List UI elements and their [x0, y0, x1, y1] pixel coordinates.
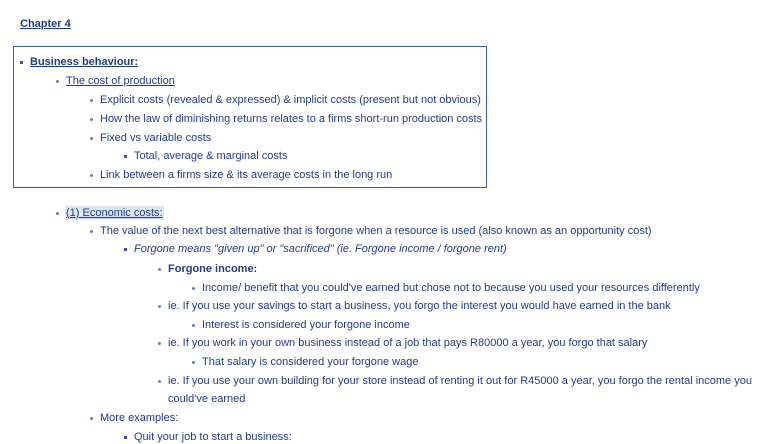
- example-sub-text: That salary is considered your forgone wage: [202, 356, 419, 368]
- bullet-icon: [158, 380, 161, 383]
- example-text: ie. If you use your own building for your store instead of renting it out for R45000 a year, you forgo the rental income you: [168, 375, 752, 387]
- bullet-icon: [56, 212, 59, 215]
- bullet-icon: [90, 99, 93, 102]
- bullet-icon: [158, 305, 161, 308]
- bullet-icon: [20, 61, 23, 64]
- income-definition: Income/ benefit that you could've earned but chose not to because you used your resources differently: [202, 282, 700, 294]
- forgone-means-text: Forgone means "given up" or "sacrificed" (ie. Forgone income / forgone rent): [134, 243, 507, 255]
- bullet-icon: [90, 417, 93, 420]
- definition-text: The value of the next best alternative that is forgone when a resource is used (also known as an opportunity cost): [100, 225, 652, 237]
- outline-item: Total, average & marginal costs: [134, 150, 288, 162]
- forgone-income-heading: Forgone income:: [168, 263, 258, 275]
- bullet-icon: [90, 174, 93, 177]
- bullet-icon: [124, 155, 127, 158]
- example-text-continued: could've earned: [168, 393, 246, 405]
- economic-costs-heading[interactable]: (1) Economic costs:: [66, 207, 163, 219]
- bullet-icon: [124, 248, 127, 251]
- example-sub-text: Interest is considered your forgone income: [202, 319, 410, 331]
- bullet-icon: [192, 287, 195, 290]
- bullet-icon: [56, 80, 59, 83]
- outline-item: Explicit costs (revealed & expressed) & implicit costs (present but not obvious): [100, 94, 481, 106]
- bullet-icon: [124, 436, 127, 439]
- more-examples-text: More examples:: [100, 412, 179, 424]
- outline-item: How the law of diminishing returns relates to a firms short-run production costs: [100, 113, 483, 125]
- chapter-title: Chapter 4: [20, 18, 71, 30]
- outline-item: Link between a firms size & its average costs in the long run: [100, 169, 393, 181]
- outline-item: Fixed vs variable costs: [100, 132, 212, 144]
- bullet-icon: [90, 137, 93, 140]
- cost-of-production-link[interactable]: The cost of production: [66, 75, 175, 87]
- bullet-icon: [192, 361, 195, 364]
- bullet-icon: [90, 230, 93, 233]
- bullet-icon: [192, 324, 195, 327]
- bullet-icon: [158, 268, 161, 271]
- example-text: ie. If you use your savings to start a business, you forgo the interest you would have earned in the bank: [168, 300, 671, 312]
- bullet-icon: [158, 342, 161, 345]
- business-behaviour-heading: Business behaviour:: [30, 56, 139, 68]
- bullet-icon: [90, 118, 93, 121]
- quit-job-text: Quit your job to start a business:: [134, 431, 292, 443]
- example-text: ie. If you work in your own business instead of a job that pays R80000 a year, you forgo that salary: [168, 337, 648, 349]
